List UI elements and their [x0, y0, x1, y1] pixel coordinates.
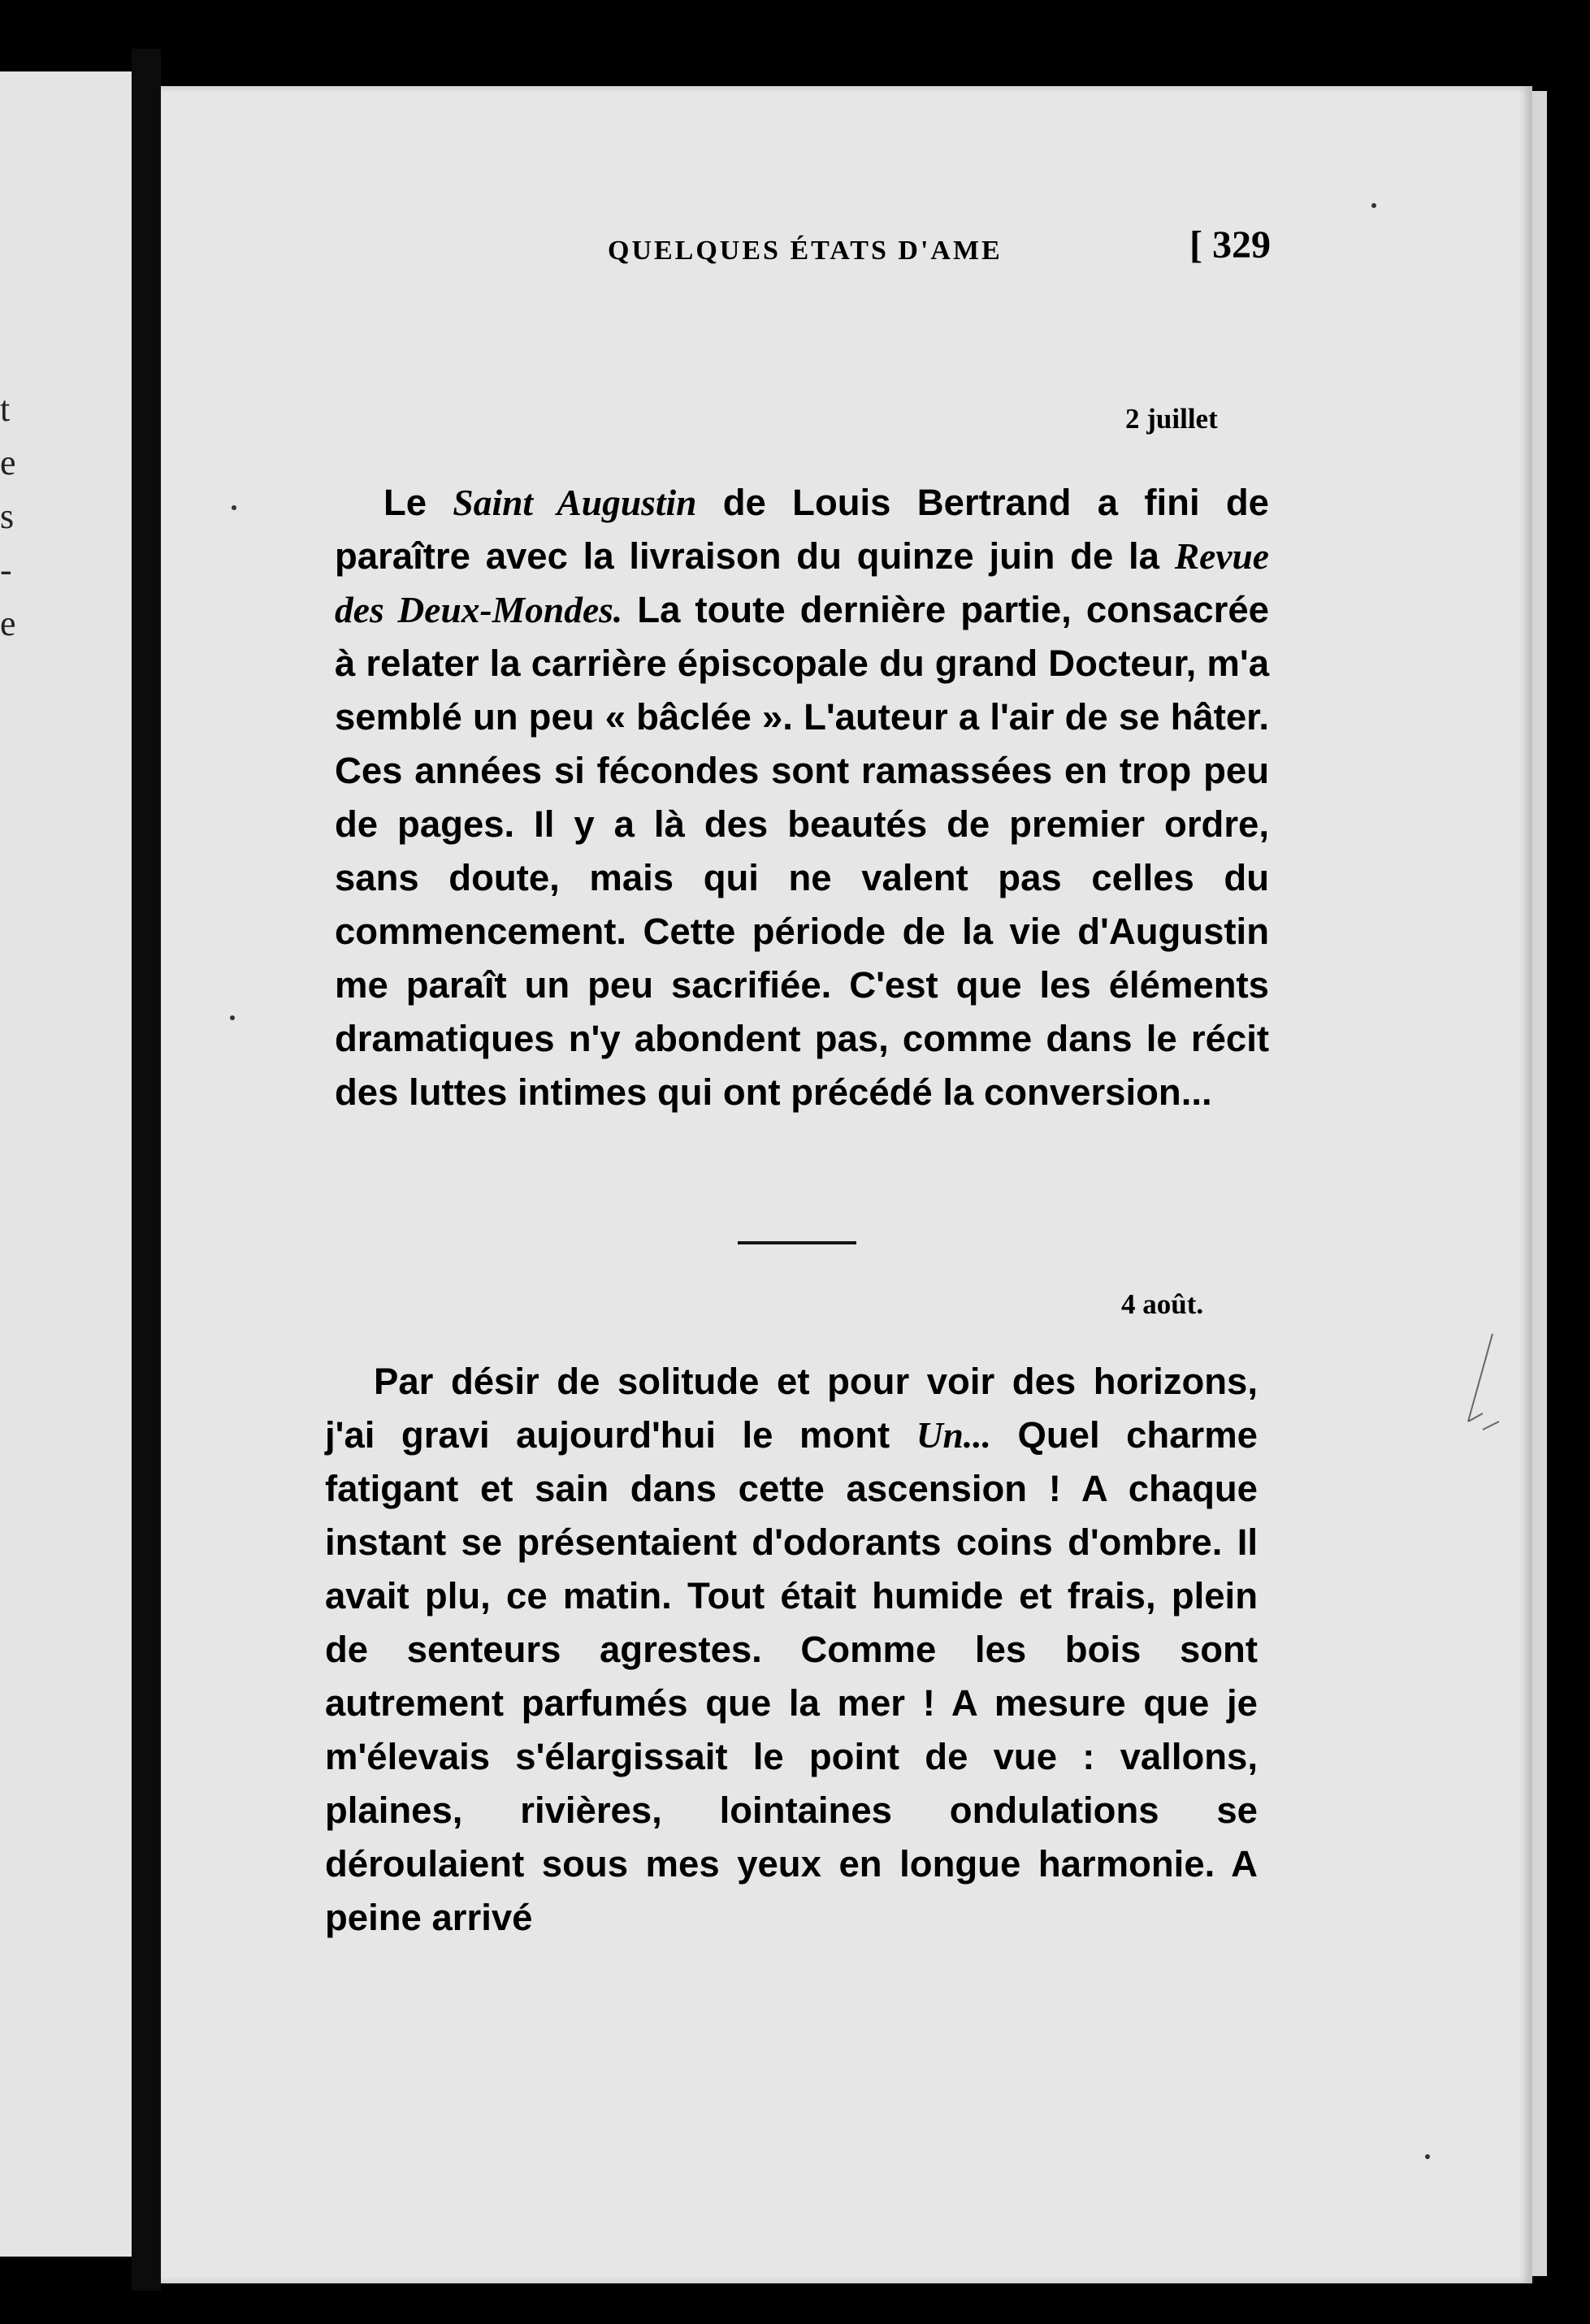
entry-paragraph — [335, 476, 1269, 1119]
paper-speck — [232, 505, 236, 510]
text-run: Quel charme fatigant et sain dans cette ascension ! A chaque instant se présentaient d'odorants coins d'ombre. Il avait plu, ce matin. Tout était humide et frais, plein de senteurs agrestes. Comme les bois sont autrement parfumés que la mer ! A mesure que je m'élevais s'élargissait le point de vue : vallons, plaines, rivières, lointaines ondulations se déroulaient sous mes yeux en longue harmonie. A peine arrivé — [325, 1414, 1258, 1938]
text-run: de Louis Bertrand a fini de paraître avec la livraison du quinze juin de la — [335, 482, 1269, 577]
entry-date: 2 juillet — [1125, 403, 1218, 435]
page-number: [ 329 — [1189, 223, 1271, 266]
facing-page-fragment: e — [0, 443, 16, 483]
facing-page-fragment: e — [0, 604, 16, 643]
book-spine — [132, 49, 161, 2291]
text-run: Le — [383, 482, 453, 523]
paper-speck — [230, 1015, 235, 1020]
paper-speck — [1371, 203, 1376, 208]
running-head-title: QUELQUES ÉTATS D'AME — [608, 236, 1003, 266]
facing-page-edge — [0, 71, 132, 2257]
text-run: La toute dernière partie, consacrée à relater la carrière épiscopale du grand Docteur, m'a semblé un peu « bâclée ». L'auteur a l'air de se hâter. Ces années si fécondes sont ramassées en trop peu de pages. Il y a là des beautés de premier ordre, sans doute, mais qui ne valent pas celles du commencement. Cette période de la vie d'Augustin me paraît un peu sacrifiée. C'est que les éléments dramatiques n'y abondent pas, comme dans le récit des luttes intimes qui ont précédé la conversion... — [335, 589, 1269, 1113]
section-divider — [738, 1241, 856, 1244]
paper-speck — [1425, 2154, 1430, 2159]
entry-date: 4 août. — [1121, 1288, 1204, 1320]
italic-title: Saint Augustin — [453, 482, 697, 523]
text-run: Par désir de solitude et pour voir des horizons, j'ai gravi aujourd'hui le mont — [325, 1361, 1258, 1456]
facing-page-fragment: t — [0, 389, 11, 429]
italic-title: Revue des Deux-Mondes. — [335, 535, 1269, 630]
page-edge — [1532, 91, 1547, 2276]
italic-title: Un... — [916, 1414, 991, 1456]
book-page — [161, 86, 1532, 2283]
entry-paragraph — [325, 1355, 1258, 1945]
pencil-mark — [1458, 1332, 1507, 1446]
facing-page-fragment: s — [0, 496, 15, 536]
facing-page-fragment: - — [0, 550, 12, 590]
